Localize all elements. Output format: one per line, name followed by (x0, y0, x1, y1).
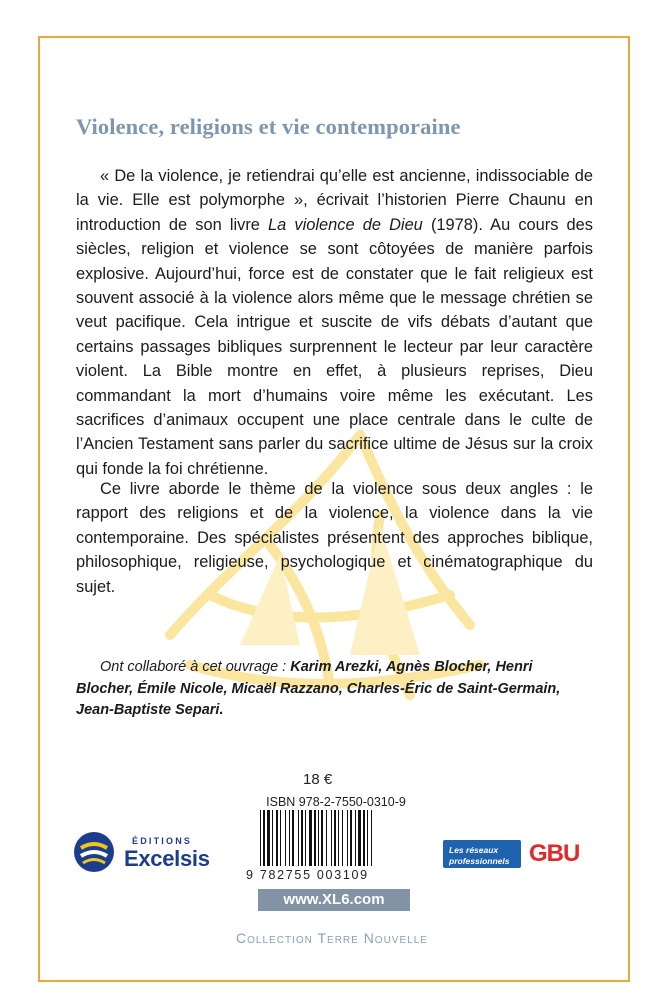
barcode-bar (285, 810, 286, 866)
excelsis-name: Excelsis (124, 846, 210, 871)
barcode-bar (318, 810, 319, 866)
book-title: La violence de Dieu (268, 215, 423, 234)
price: 18 € (303, 771, 333, 788)
intro-paragraph (76, 164, 593, 481)
barcode-bar (358, 810, 361, 866)
barcode-bar (289, 810, 290, 866)
barcode-bar (267, 810, 270, 866)
barcode-bar (292, 810, 294, 866)
intro-text-end: (1978). Au cours des siècles, religion et violence se sont côtoyées de manière parfois explosive. Aujourd’hui, force est de constater que le fait religieux est souvent associé à la violence alors même que le message chrétien se veut pacifique. Cela intrigue et suscite de vifs débats d’autant que certains passages bibliques surprennent le lecteur par leur caractère violent. La Bible montre en effet, à plusieurs reprises, Dieu commandant la mort d’humains voire même les exécutant. Les sacrifices d’animaux occupent une place centrale dans le culte de l’Ancien Testament sans parler du sacrifice ultime de Jésus sur la croix qui fonde la foi chrétienne. (76, 215, 593, 478)
barcode-bar (355, 810, 356, 866)
barcode-bar (371, 810, 372, 866)
gbu-line1: Les réseaux (449, 845, 499, 855)
contributors (76, 657, 593, 722)
excelsis-logo (72, 830, 222, 880)
contributors-names: Karim Arezki, Agnès Blocher, Henri Blocher, Émile Nicole, Micaël Razzano, Charles-Éric de Saint-Germain, Jean-Baptiste Separi. (76, 659, 561, 718)
barcode-bar (347, 810, 348, 866)
barcode-bar (305, 810, 306, 866)
barcode-bar (338, 810, 339, 866)
intro-text-start: « De la violence, je retiendrai qu’elle est ancienne, indissociable de la vie. Elle est polymorphe », écrivait l’historien Pierre Chaunu en introduction de son livre (76, 167, 593, 234)
gbu-name: GBU (529, 840, 580, 867)
barcode-bar (309, 810, 312, 866)
barcode-bar (326, 810, 327, 866)
barcode-bar (298, 810, 299, 866)
isbn: ISBN 978-2-7550-0310-9 (266, 795, 406, 809)
barcode-bar (301, 810, 303, 866)
barcode-bar (263, 810, 265, 866)
barcode-bar (276, 810, 278, 866)
barcode (256, 810, 414, 874)
second-paragraph: Ce livre aborde le thème de la violence sous deux angles : le rapport des religions et de la violence, la violence dans la vie contemporaine. Des spécialistes présentent des approches biblique, philosophique, religieuse, psychologique et cinématographique du sujet. (76, 480, 593, 596)
excelsis-editions: ÉDITIONS (132, 836, 193, 846)
barcode-bar (367, 810, 368, 866)
collection-name: Collection Terre Nouvelle (236, 930, 428, 946)
contributors-intro: Ont collaboré à cet ouvrage : (100, 659, 291, 675)
barcode-bar (342, 810, 343, 866)
website-link[interactable]: www.XL6.com (258, 889, 410, 911)
page-title: Violence, religions et vie contemporaine (76, 114, 461, 139)
barcode-bar (321, 810, 323, 866)
gbu-line2: professionnels (449, 856, 510, 866)
barcode-bar (331, 810, 332, 866)
barcode-number: 9 782755 003109 (246, 868, 369, 882)
excelsis-emblem-icon (72, 830, 116, 874)
barcode-bar (280, 810, 281, 866)
barcode-bar (334, 810, 336, 866)
barcode-bar (350, 810, 352, 866)
gbu-network-box (443, 840, 521, 868)
barcode-bar (363, 810, 365, 866)
gbu-logo (443, 838, 595, 870)
barcode-bar (314, 810, 316, 866)
barcode-bar (260, 810, 261, 866)
barcode-bar (272, 810, 273, 866)
